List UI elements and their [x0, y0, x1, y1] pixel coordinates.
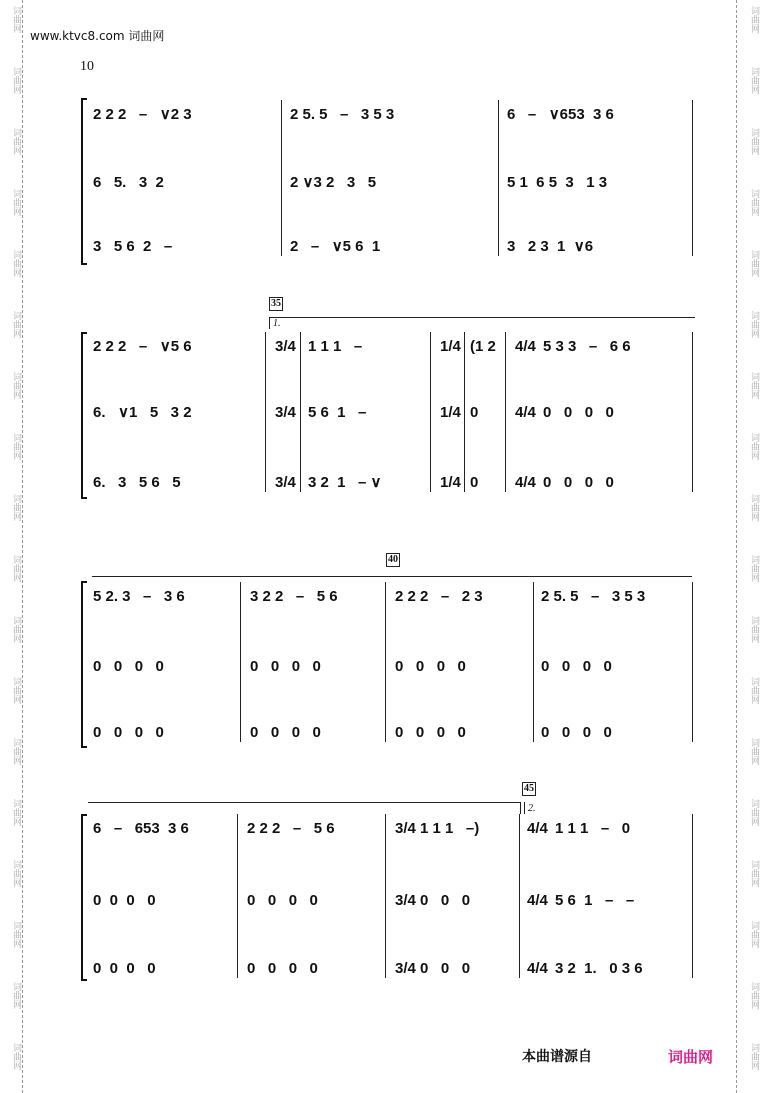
notation-segment: 0 0 0 0 — [395, 658, 466, 675]
watermark-text: 词曲网 — [749, 555, 759, 582]
watermark-text: 词曲网 — [749, 982, 759, 1009]
notation-segment: 0 — [470, 474, 479, 491]
notation-segment: 6 – ∨653 3 6 — [507, 106, 614, 123]
notation-segment: 4/4 — [527, 820, 548, 837]
notation-segment: 1/4 — [440, 404, 461, 421]
notation-segment: 0 0 0 0 — [250, 724, 321, 741]
barline — [237, 814, 238, 978]
watermark-text: 词曲网 — [11, 372, 21, 399]
watermark-text: 词曲网 — [749, 6, 759, 33]
watermark-text: 词曲网 — [11, 860, 21, 887]
watermark-text: 词曲网 — [11, 6, 21, 33]
notation-segment: 5 3 3 – 6 6 — [543, 338, 631, 355]
notation-segment: 4/4 — [515, 474, 536, 491]
barline — [240, 582, 241, 742]
notation-segment: 3/4 — [395, 960, 416, 977]
watermark-text: 词曲网 — [749, 433, 759, 460]
notation-segment: 0 0 0 0 — [250, 658, 321, 675]
site-header: www.ktvc8.com 词曲网 — [30, 29, 165, 43]
watermark-text: 词曲网 — [11, 738, 21, 765]
system-bracket — [81, 814, 87, 981]
watermark-text: 词曲网 — [11, 311, 21, 338]
footer-brand: 词曲网 — [668, 1048, 714, 1066]
rehearsal-mark-45: 45 — [524, 783, 534, 794]
notation-segment: 3 5 6 2 – — [93, 238, 173, 255]
notation-segment: 0 0 0 0 — [247, 960, 318, 977]
notation-segment: 1/4 — [440, 474, 461, 491]
barline — [533, 582, 534, 742]
notation-segment: 0 0 0 0 — [541, 724, 612, 741]
right-dashed-line — [736, 0, 737, 1093]
barline — [385, 814, 386, 978]
notation-segment: 1 1 1 – 0 — [555, 820, 631, 837]
rehearsal-mark-40: 40 — [388, 554, 398, 565]
notation-segment: 1/4 — [440, 338, 461, 355]
volta-2-tick — [524, 802, 525, 814]
notation-segment: 3 2 2 – 5 6 — [250, 588, 338, 605]
notation-segment: 0 0 0 0 — [93, 658, 164, 675]
watermark-text: 词曲网 — [11, 616, 21, 643]
barline — [692, 100, 693, 256]
barline — [385, 582, 386, 742]
notation-segment: 3/4 — [275, 474, 296, 491]
notation-segment: 6. ∨1 5 3 2 — [93, 404, 192, 421]
notation-segment: 3/4 — [395, 892, 416, 909]
notation-segment: 6. 3 5 6 5 — [93, 474, 181, 491]
system-bracket — [81, 98, 87, 265]
notation-segment: 0 0 0 — [420, 960, 471, 977]
watermark-text: 词曲网 — [11, 677, 21, 704]
notation-segment: 4/4 — [527, 960, 548, 977]
volta-2-label: 2. — [528, 803, 536, 814]
notation-segment: 3 2 1. 0 3 6 — [555, 960, 643, 977]
notation-segment: 0 0 0 0 — [247, 892, 318, 909]
barline — [281, 100, 282, 256]
watermark-text: 词曲网 — [749, 921, 759, 948]
notation-segment: 0 0 0 0 — [395, 724, 466, 741]
volta-1-end-tick — [520, 802, 521, 814]
watermark-text: 词曲网 — [11, 128, 21, 155]
notation-segment: 2 5. 5 – 3 5 3 — [541, 588, 646, 605]
notation-segment: 2 2 2 – 5 6 — [247, 820, 335, 837]
right-watermark-border — [738, 0, 760, 1093]
watermark-text: 词曲网 — [749, 311, 759, 338]
notation-segment: 0 0 0 0 — [93, 960, 156, 977]
volta-1-tick — [269, 317, 270, 329]
watermark-text: 词曲网 — [749, 860, 759, 887]
notation-segment: 0 0 0 0 — [543, 404, 614, 421]
left-dashed-line — [22, 0, 23, 1093]
barline — [430, 332, 431, 492]
notation-segment: 1 1 1 – — [308, 338, 363, 355]
watermark-text: 词曲网 — [11, 189, 21, 216]
notation-segment: 1 1 1 –) — [420, 820, 480, 837]
watermark-text: 词曲网 — [749, 128, 759, 155]
notation-segment: 3 2 1 – ∨ — [308, 474, 382, 491]
notation-segment: 5 1 6 5 3 1 3 — [507, 174, 608, 191]
notation-segment: 0 0 0 0 — [93, 724, 164, 741]
rehearsal-mark-35: 35 — [271, 298, 281, 309]
barline — [519, 814, 520, 978]
notation-segment: 4/4 — [515, 338, 536, 355]
notation-segment: 0 0 0 — [420, 892, 471, 909]
notation-segment: 2 2 2 – 2 3 — [395, 588, 483, 605]
notation-segment: 6 – 653 3 6 — [93, 820, 189, 837]
volta-1-continuation — [92, 576, 692, 577]
notation-segment: 6 5. 3 2 — [93, 174, 164, 191]
watermark-text: 词曲网 — [11, 982, 21, 1009]
notation-segment: 4/4 — [515, 404, 536, 421]
watermark-text: 词曲网 — [749, 738, 759, 765]
barline — [692, 582, 693, 742]
barline — [498, 100, 499, 256]
notation-segment: 2 2 2 – ∨2 3 — [93, 106, 192, 123]
watermark-text: 词曲网 — [749, 189, 759, 216]
notation-segment: 3 2 3 1 ∨6 — [507, 238, 594, 255]
watermark-text: 词曲网 — [749, 677, 759, 704]
notation-segment: 2 – ∨5 6 1 — [290, 238, 381, 255]
watermark-text: 词曲网 — [749, 1043, 759, 1070]
notation-segment: 0 0 0 0 — [93, 892, 156, 909]
notation-segment: 5 6 1 – – — [555, 892, 635, 909]
notation-segment: 4/4 — [527, 892, 548, 909]
barline — [265, 332, 266, 492]
notation-segment: 0 — [470, 404, 479, 421]
watermark-text: 词曲网 — [749, 372, 759, 399]
watermark-text: 词曲网 — [11, 250, 21, 277]
notation-segment: 0 0 0 0 — [543, 474, 614, 491]
notation-segment: 2 2 2 – ∨5 6 — [93, 338, 192, 355]
notation-segment: 3/4 — [395, 820, 416, 837]
notation-segment: (1 2 — [470, 338, 496, 355]
left-watermark-border — [0, 0, 22, 1093]
notation-segment: 5 6 1 – — [308, 404, 367, 421]
notation-segment: 2 ∨3 2 3 5 — [290, 174, 377, 191]
watermark-text: 词曲网 — [749, 799, 759, 826]
volta-1-bracket — [269, 317, 695, 318]
volta-1-label: 1. — [273, 318, 281, 329]
watermark-text: 词曲网 — [11, 494, 21, 521]
notation-segment: 0 0 0 0 — [541, 658, 612, 675]
barline — [692, 814, 693, 978]
watermark-text: 词曲网 — [749, 250, 759, 277]
volta-1-end-bracket — [88, 802, 520, 803]
barline — [300, 332, 301, 492]
watermark-text: 词曲网 — [749, 494, 759, 521]
barline — [692, 332, 693, 492]
footer-source-label: 本曲谱源自 — [522, 1049, 592, 1065]
watermark-text: 词曲网 — [749, 616, 759, 643]
notation-segment: 3/4 — [275, 404, 296, 421]
watermark-text: 词曲网 — [11, 1043, 21, 1070]
watermark-text: 词曲网 — [11, 555, 21, 582]
watermark-text: 词曲网 — [11, 67, 21, 94]
notation-segment: 5 2. 3 – 3 6 — [93, 588, 185, 605]
notation-segment: 2 5. 5 – 3 5 3 — [290, 106, 395, 123]
watermark-text: 词曲网 — [11, 799, 21, 826]
watermark-text: 词曲网 — [11, 921, 21, 948]
barline — [505, 332, 506, 492]
system-bracket — [81, 581, 87, 748]
watermark-text: 词曲网 — [749, 67, 759, 94]
barline — [464, 332, 465, 492]
system-bracket — [81, 332, 87, 499]
watermark-text: 词曲网 — [11, 433, 21, 460]
page-number: 10 — [80, 59, 94, 74]
notation-segment: 3/4 — [275, 338, 296, 355]
